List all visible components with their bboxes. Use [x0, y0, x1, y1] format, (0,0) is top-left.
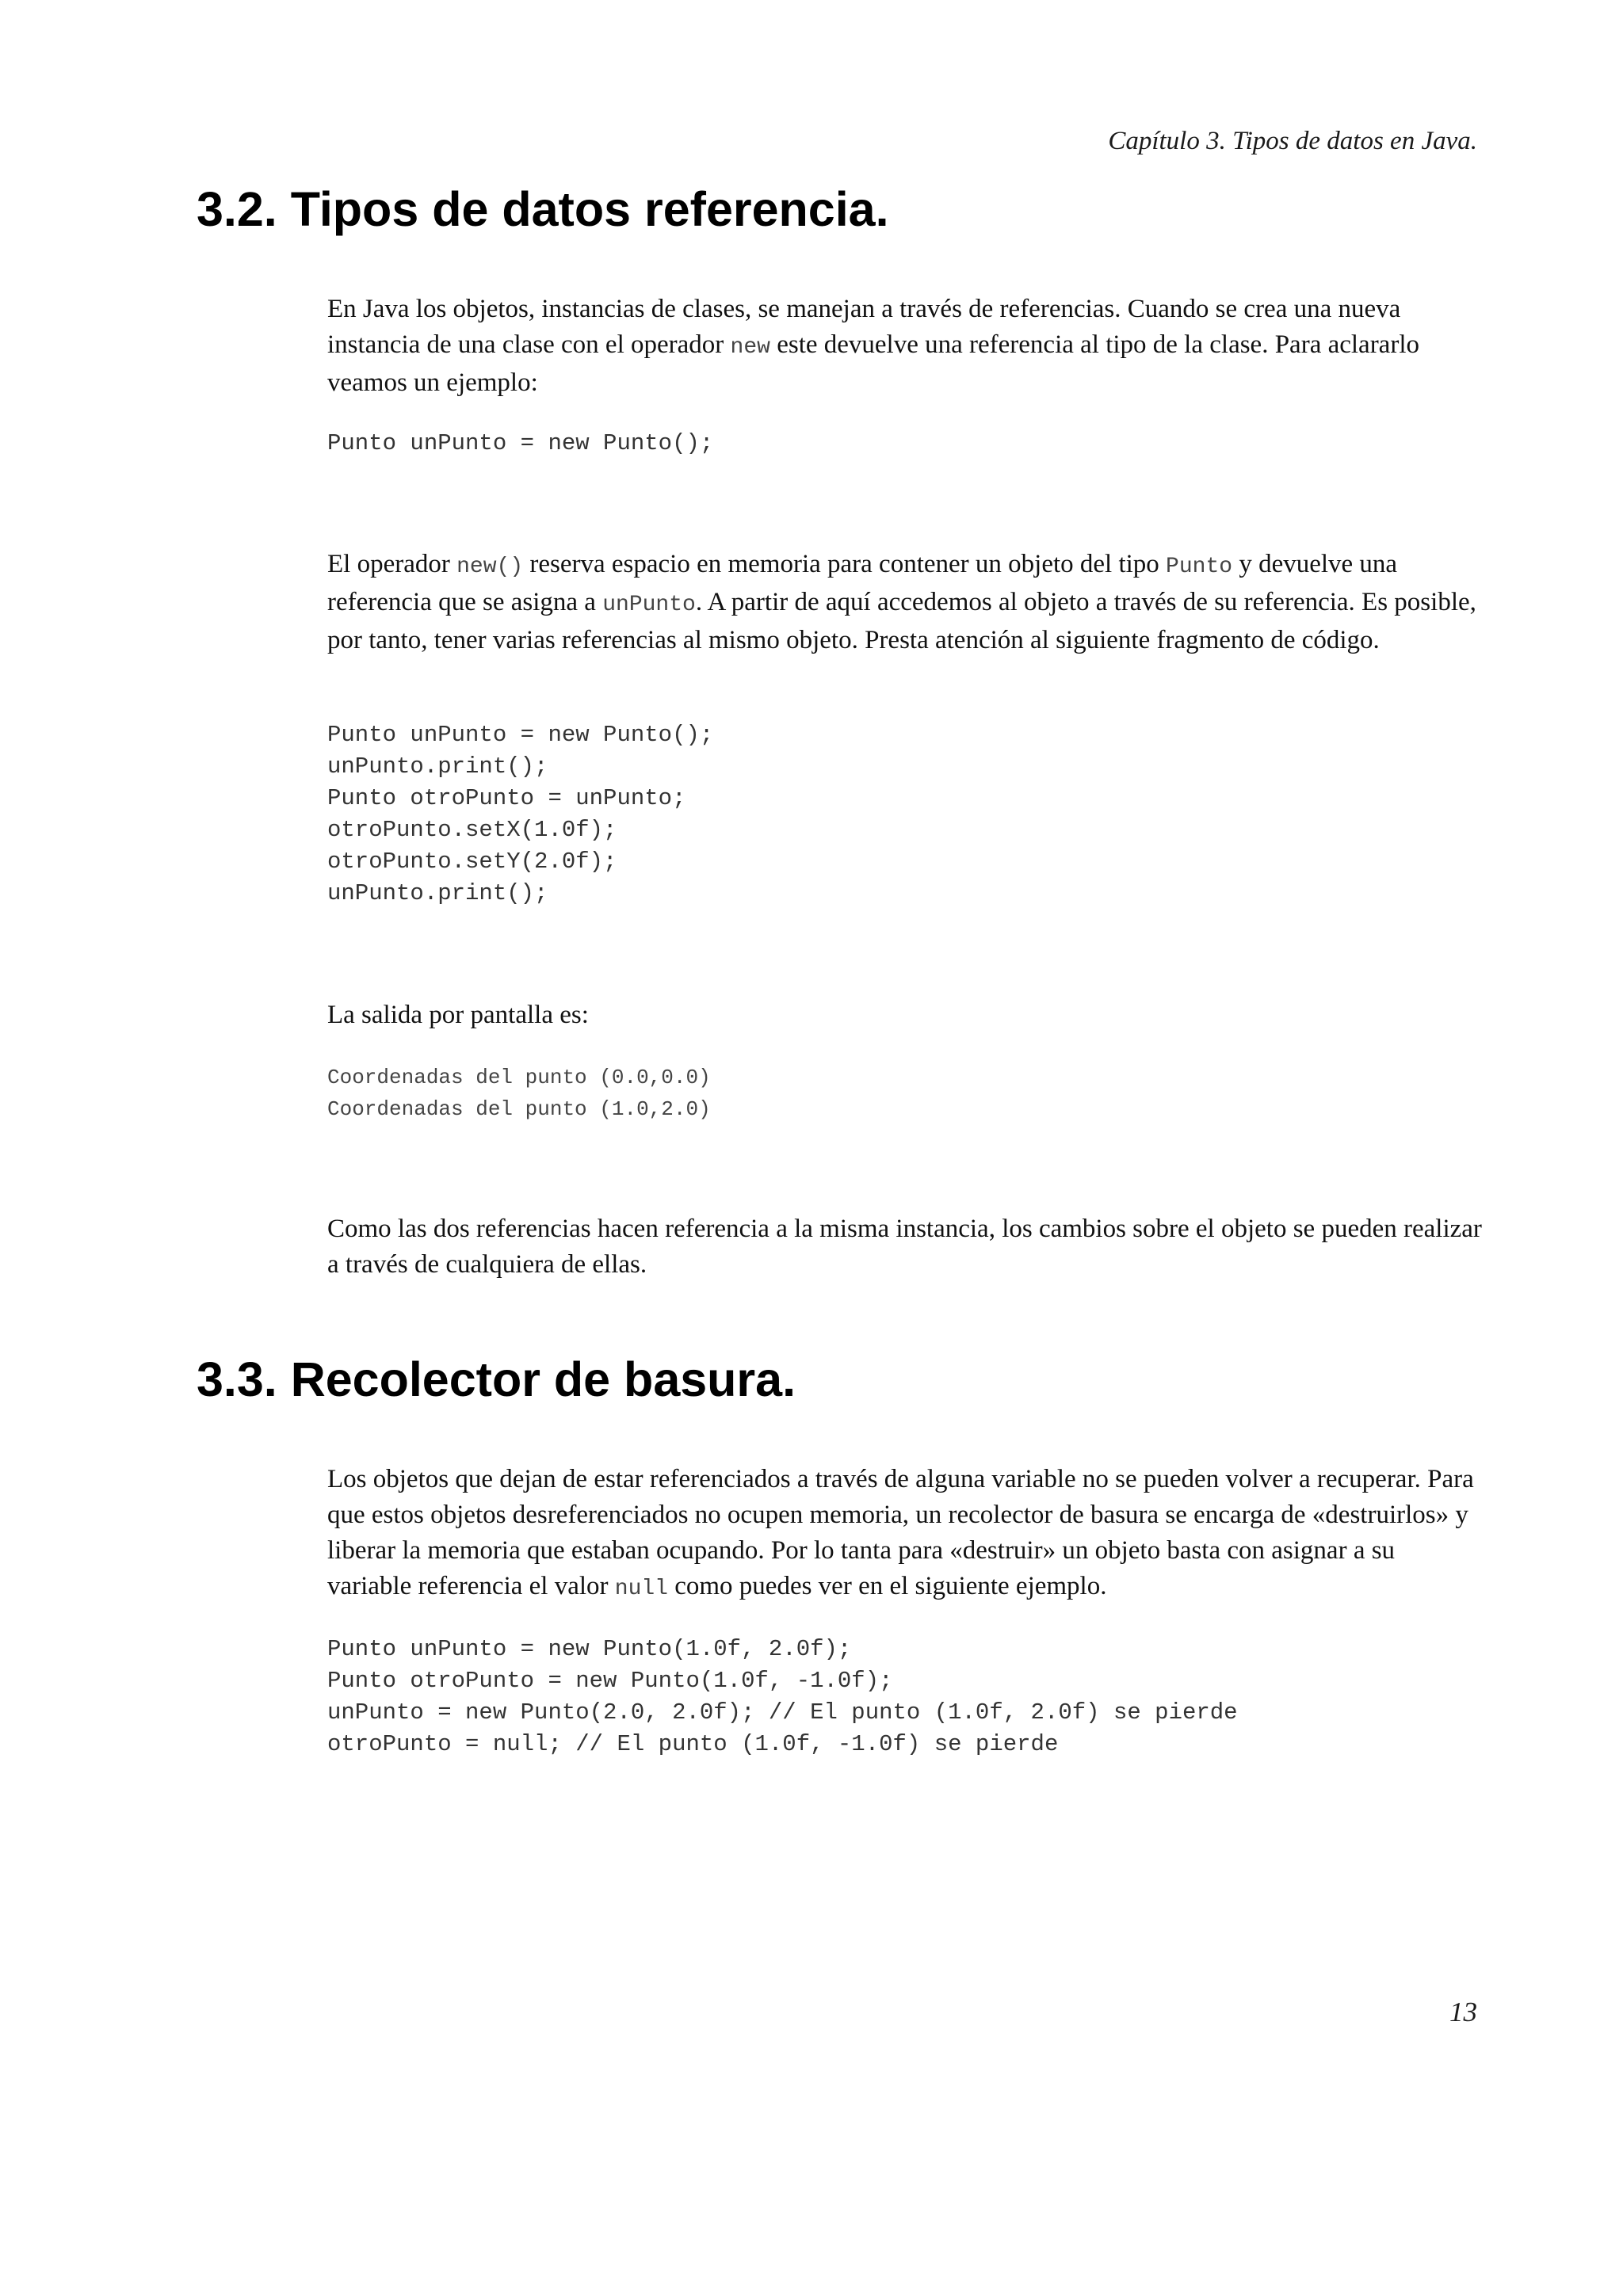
- code-line: unPunto = new Punto(2.0, 2.0f); // El punto (1.0f, 2.0f) se pierde: [327, 1699, 1238, 1726]
- paragraph-text: . A partir de aquí accedemos al objeto a través de su referencia. Es posible, por tanto, tener varias referencias al mismo objeto. Presta atención al siguiente fragmento de código.: [327, 588, 1476, 654]
- inline-code-new-call: new(): [456, 555, 524, 579]
- output-line: Coordenadas del punto (1.0,2.0): [327, 1097, 711, 1121]
- paragraph-text: El operador: [327, 550, 457, 578]
- code-line: Punto unPunto = new Punto();: [327, 722, 714, 748]
- code-line: Punto otroPunto = new Punto(1.0f, -1.0f);: [327, 1668, 893, 1694]
- paragraph-references-intro: [327, 292, 1484, 401]
- inline-code-new: new: [730, 335, 770, 360]
- code-line: otroPunto = null; // El punto (1.0f, -1.0f) se pierde: [327, 1731, 1059, 1757]
- code-line: Punto unPunto = new Punto();: [327, 430, 714, 456]
- inline-code-unpunto: unPunto: [602, 593, 696, 617]
- running-header: Capítulo 3. Tipos de datos en Java.: [1108, 127, 1477, 155]
- page-number: 13: [1449, 1997, 1477, 2027]
- code-block-create-punto: [327, 428, 713, 460]
- paragraph-references-conclusion: Como las dos referencias hacen referencia a la misma instancia, los cambios sobre el objeto se pueden realizar a través de cualquiera de ellas.: [327, 1215, 1482, 1279]
- paragraph-text: En Java los objetos, instancias de clases, se manejan a través de referencias. Cuando se crea una nueva instancia de una clase con el operador: [327, 295, 1401, 359]
- paragraph-text: Los objetos que dejan de estar referenciados a través de alguna variable no se pueden volver a recuperar. Para que estos objetos desreferenciados no ocupen memoria, un recolector de basura se encarga de «destruirlos» y liberar la memoria que estaban ocupando. Por lo tanta para «destruir» un objeto basta con asignar a su variable referencia el valor: [327, 1465, 1474, 1600]
- paragraph-output-intro: La salida por pantalla es:: [327, 1001, 589, 1029]
- paragraph-text: este devuelve una referencia al tipo de la clase. Para aclararlo veamos un ejemplo:: [327, 330, 1419, 397]
- code-line: Punto unPunto = new Punto(1.0f, 2.0f);: [327, 1636, 852, 1662]
- code-line: unPunto.print();: [327, 880, 548, 906]
- code-block-references-example: [327, 719, 713, 910]
- code-block-output: [327, 1062, 711, 1125]
- code-block-garbage-example: [327, 1634, 1238, 1760]
- paragraph-text: como puedes ver en el siguiente ejemplo.: [667, 1572, 1107, 1600]
- section-title-3-3: 3.3. Recolector de basura.: [197, 1352, 796, 1406]
- paragraph-new-operator: [327, 547, 1484, 658]
- paragraph-garbage-collector: [327, 1462, 1484, 1607]
- code-line: otroPunto.setY(2.0f);: [327, 849, 617, 875]
- output-line: Coordenadas del punto (0.0,0.0): [327, 1066, 711, 1089]
- code-line: otroPunto.setX(1.0f);: [327, 817, 617, 843]
- section-title-3-2: 3.2. Tipos de datos referencia.: [197, 182, 889, 236]
- paragraph-text: reserva espacio en memoria para contener un objeto del tipo: [523, 550, 1167, 578]
- code-line: unPunto.print();: [327, 753, 548, 780]
- paragraph-text: y devuelve una referencia que se asigna a: [327, 550, 1398, 616]
- inline-code-punto: Punto: [1166, 555, 1233, 579]
- code-line: Punto otroPunto = unPunto;: [327, 785, 686, 811]
- inline-code-null: null: [614, 1577, 668, 1601]
